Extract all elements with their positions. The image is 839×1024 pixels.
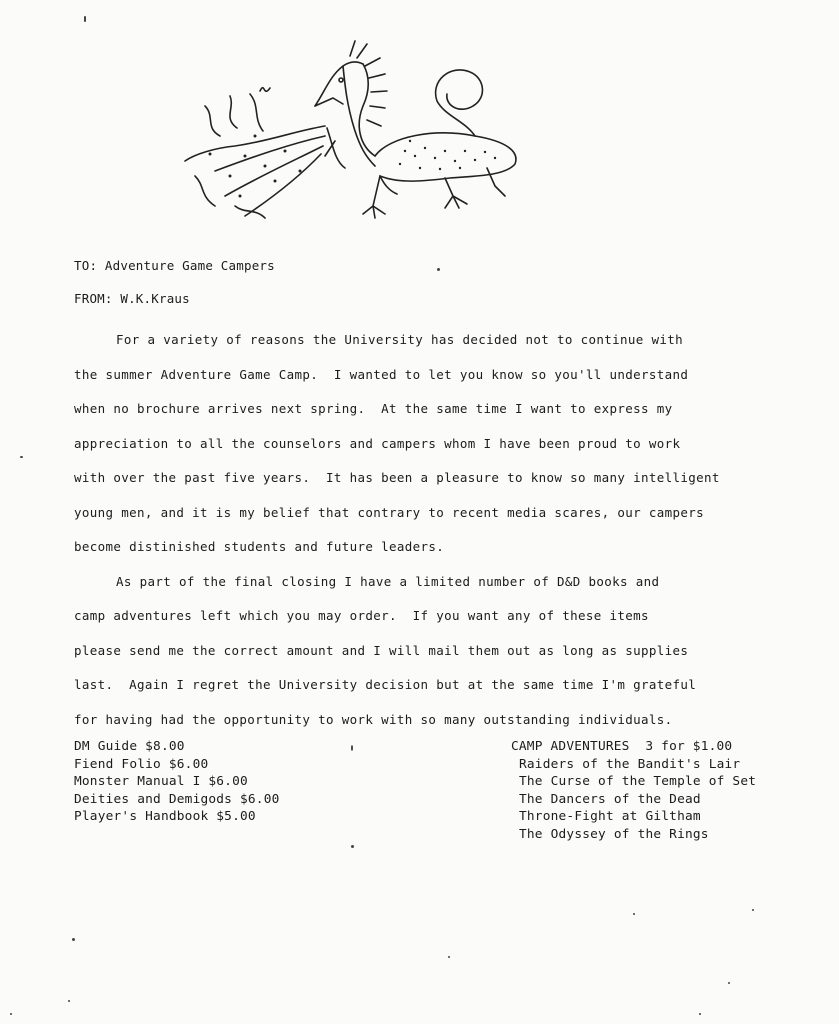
paragraph-1-line: the summer Adventure Game Camp. I wanted to let you know so you'll understand: [74, 366, 689, 382]
books-price-list: [74, 738, 280, 826]
paragraph-2-line: camp adventures left which you may order. If you want any of these items: [74, 608, 649, 623]
dragon-illustration-icon: [175, 36, 530, 231]
scan-speck: [633, 913, 635, 915]
memo-to-line: TO: Adventure Game Campers: [74, 258, 275, 273]
scan-speck: [448, 956, 450, 958]
scan-speck: [68, 1000, 70, 1002]
memo-body: [74, 323, 786, 737]
camp-adventures-list: [511, 738, 756, 844]
scan-speck: [72, 938, 75, 941]
paragraph-2-line: last. Again I regret the University decision but at the same time I'm grateful: [74, 677, 697, 692]
book-item: Monster Manual I $6.00: [74, 774, 248, 790]
scan-speck: [351, 845, 354, 848]
adventure-item: The Curse of the Temple of Set: [519, 774, 757, 790]
scan-speck: [10, 1013, 12, 1015]
scan-speck: [351, 745, 353, 751]
scan-speck: [20, 456, 23, 458]
scan-speck: [728, 982, 730, 984]
book-item: Fiend Folio $6.00: [74, 756, 209, 772]
adventure-item: The Dancers of the Dead: [519, 791, 701, 807]
scan-speck: [437, 268, 440, 271]
adventure-item: Throne-Fight at Giltham: [519, 809, 701, 825]
paragraph-1-line: young men, and it is my belief that contrary to recent media scares, our campers: [74, 504, 705, 520]
scan-speck: [84, 16, 86, 22]
scan-speck: [752, 909, 754, 911]
paragraph-1-line: For a variety of reasons the University has decided not to continue with: [116, 332, 684, 347]
camp-adventures-heading: CAMP ADVENTURES 3 for $1.00: [511, 739, 733, 754]
memo-from-line: FROM: W.K.Kraus: [74, 291, 190, 306]
paragraph-2-line: for having had the opportunity to work with so many outstanding individuals.: [74, 711, 673, 727]
book-item: Deities and Demigods $6.00: [74, 791, 280, 807]
paragraph-1-line: become distinished students and future leaders.: [74, 539, 445, 554]
paragraph-1-line: when no brochure arrives next spring. At the same time I want to express my: [74, 401, 673, 416]
book-item: DM Guide $8.00: [74, 739, 185, 754]
paragraph-2-line: As part of the final closing I have a limited number of D&D books and: [116, 573, 660, 589]
paragraph-1-line: with over the past five years. It has been a pleasure to know so many intelligent: [74, 470, 720, 485]
paragraph-2-line: please send me the correct amount and I will mail them out as long as supplies: [74, 642, 689, 658]
scan-speck: [699, 1013, 701, 1015]
book-item: Player's Handbook $5.00: [74, 809, 256, 825]
adventure-item: Raiders of the Bandit's Lair: [519, 756, 741, 772]
adventure-item: The Odyssey of the Rings: [519, 826, 709, 842]
paragraph-1-line: appreciation to all the counselors and campers whom I have been proud to work: [74, 435, 681, 451]
